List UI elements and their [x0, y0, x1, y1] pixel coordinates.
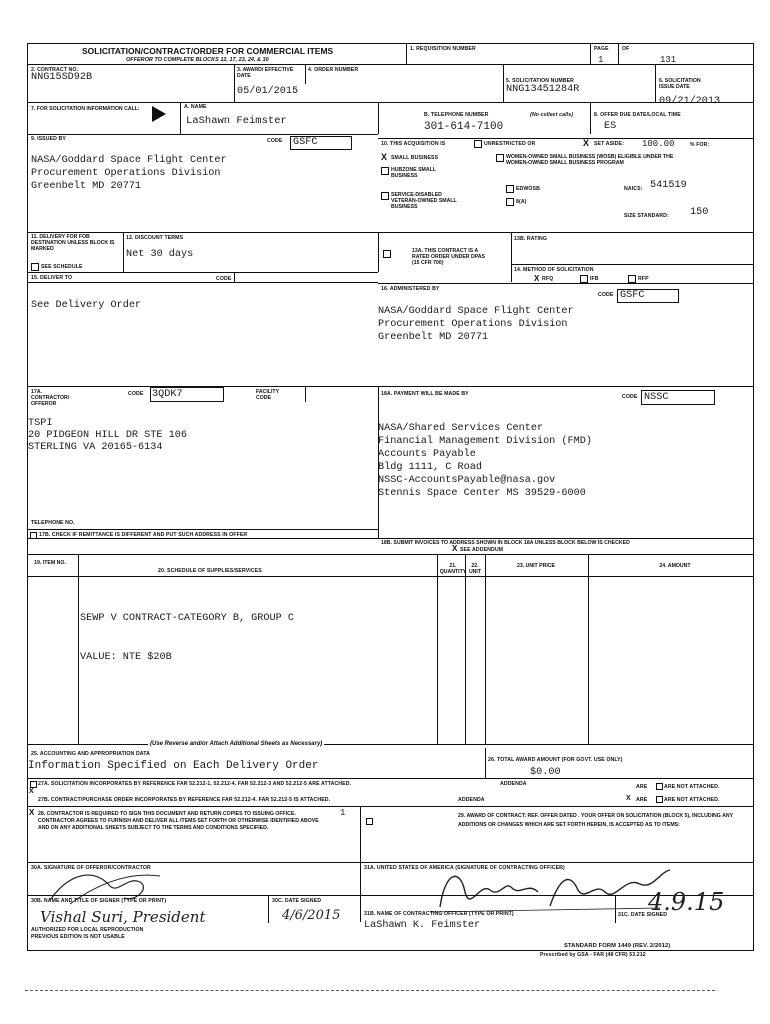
28-mark: X [29, 808, 35, 817]
hubzone-checkbox[interactable] [381, 167, 389, 175]
size-standard-label: SIZE STANDARD: [624, 213, 669, 219]
see-schedule-checkbox[interactable] [31, 263, 39, 271]
27a-checkbox[interactable] [30, 781, 37, 788]
item-no-label: 19. ITEM NO. [34, 560, 66, 566]
method-label: 14. METHOD OF SOLICITATION [514, 267, 594, 273]
solicitation-no: NNG13451284R [506, 84, 580, 95]
29-text: 29. AWARD OF CONTRACT: REF. OFFER DATED . YOUR OFFER ON SOLICITATION (BLOCK 5), INCLUDING ANY ADDITIONS OR CHANGES WHICH ARE SET FORTH HEREIN, IS ACCEPTED AS TO ITEMS: [458, 813, 733, 828]
contractor-signature [40, 862, 180, 912]
payment-line-2: Financial Management Division (FMD) [378, 436, 592, 447]
deliver-code-label: CODE [216, 276, 232, 282]
acquisition-label: 10. THIS ACQUISITION IS [381, 141, 446, 147]
award-date: 05/01/2015 [237, 86, 299, 97]
27b-label: 27B. CONTRACT/PURCHASE ORDER INCORPORATES BY REFERENCE FAR 52.212-4. FAR 52.212-5 IS ATTACHED. [38, 797, 331, 803]
schedule-line-2: VALUE: NTE $20B [80, 652, 172, 663]
wosb-label: WOMEN-OWNED SMALL BUSINESS (WOSB) ELIGIBLE UNDER THE WOMEN-OWNED SMALL BUSINESS PROGRAM [506, 154, 674, 166]
discount-label: 12. DISCOUNT TERMS [126, 235, 184, 241]
8a-checkbox[interactable] [506, 198, 514, 206]
payment-code: NSSC [644, 392, 669, 403]
unit-price-label: 23. UNIT PRICE [516, 563, 556, 569]
payment-line-6: Stennis Space Center MS 39529-6000 [378, 488, 586, 499]
sdvosb-label: SERVICE-DISABLED VETERAN-OWNED SMALL BUSINESS [391, 192, 457, 210]
31a-label: 31A. UNITED STATES OF AMERICA (SIGNATURE OF CONTRACTING OFFICER) [364, 865, 565, 871]
administered-by-label: 16. ADMINISTERED BY [381, 286, 440, 292]
payment-code-label: CODE [622, 394, 638, 400]
27a-addenda-label: ADDENDA [500, 781, 527, 787]
accounting-value: Information Specified on Each Delivery Order [28, 760, 319, 772]
admin-line-2: Procurement Operations Division [378, 319, 568, 330]
29-checkbox[interactable] [366, 818, 373, 825]
deliver-to-label: 15. DELIVER TO [31, 275, 73, 281]
addendum-mark: X [452, 544, 458, 553]
rating-label: 13B. RATING [514, 236, 547, 242]
schedule-line-1: SEWP V CONTRACT-CATEGORY B, GROUP C [80, 613, 294, 624]
contractor-date-signed: 4/6/2015 [282, 908, 341, 923]
issued-code-label: CODE [267, 138, 283, 144]
schedule-label: 20. SCHEDULE OF SUPPLIES/SERVICES [158, 568, 262, 574]
deliver-to: See Delivery Order [31, 300, 142, 311]
standard-form: STANDARD FORM 1449 (REV. 2/2012) [564, 943, 671, 949]
30b-label: 30B. NAME AND TITLE OF SIGNER (TYPE OR PRINT) [31, 898, 167, 904]
offer-due-label: 8. OFFER DUE DATE/LOCAL TIME [594, 112, 681, 118]
officer-date-signed: 4.9.15 [648, 888, 725, 916]
30c-label: 30C. DATE SIGNED [272, 898, 322, 904]
phone: 301-614-7100 [424, 121, 504, 133]
page-total: 131 [660, 55, 677, 65]
total-award-label: 26. TOTAL AWARD AMOUNT (FOR GOVT. USE ONLY) [488, 757, 623, 763]
contractor-label: 17A. CONTRACTOR/ OFFEROR [31, 389, 70, 407]
page-label: PAGE [594, 46, 609, 52]
27a-label: 27A. SOLICITATION INCORPORATES BY REFERENCE FAR 52.212-1, 52.212-4. FAR 52.212-3 AND 52.212-5 ARE ATTACHED. [38, 781, 352, 787]
issue-date: 09/21/2013 [659, 96, 721, 107]
payment-line-5: NSSC-AccountsPayable@nasa.gov [378, 475, 556, 486]
27b-addenda-label: ADDENDA [458, 797, 485, 803]
issued-by-label: 9. ISSUED BY [31, 136, 66, 142]
naics-label: NAICS: [624, 186, 643, 192]
8a-label: 8(A) [516, 199, 527, 205]
arrow-icon [150, 105, 168, 123]
contact-name: LaShawn Feimster [186, 115, 287, 127]
27a-are-not-label: ARE NOT ATTACHED. [664, 784, 720, 790]
payment-line-3: Accounts Payable [378, 449, 476, 460]
rfp-label: RFP [638, 276, 649, 282]
requisition-label: 1. REQUISITION NUMBER [410, 46, 476, 52]
remittance-label: 17B. CHECK IF REMITTANCE IS DIFFERENT AND PUT SUCH ADDRESS IN OFFER [39, 532, 248, 538]
27b-are-mark: X [626, 795, 631, 802]
discount-terms: Net 30 days [126, 249, 194, 260]
authorized-note: AUTHORIZED FOR LOCAL REPRODUCTION [31, 927, 144, 933]
offer-due: ES [604, 121, 617, 132]
previous-edition-note: PREVIOUS EDITION IS NOT USABLE [31, 934, 125, 940]
issued-code: GSFC [293, 137, 318, 148]
copies-count: 1 [340, 808, 346, 818]
contractor-line-3: STERLING VA 20165-6134 [28, 442, 163, 453]
name-label: A. NAME [184, 104, 207, 110]
contractor-line-1: TSPI [28, 418, 53, 429]
payment-line-4: Bldg 1111, C Road [378, 462, 482, 473]
phone-note: (No collect calls) [530, 112, 574, 118]
delivery-label: 11. DELIVERY FOR FOB DESTINATION UNLESS BLOCK IS MARKED [31, 234, 115, 252]
27b-are-not-checkbox[interactable] [656, 796, 663, 803]
setaside-label: SET ASIDE: [594, 141, 624, 147]
total-award: $0.00 [530, 767, 561, 778]
telephone-label: TELEPHONE NO. [31, 520, 75, 526]
submit-invoices-label: 18B. SUBMIT INVOICES TO ADDRESS SHOWN IN BLOCK 18A UNLESS BLOCK BELOW IS CHECKED [381, 540, 630, 546]
order-no-label: 4. ORDER NUMBER [308, 67, 359, 73]
28-text: 28. CONTRACTOR IS REQUIRED TO SIGN THIS DOCUMENT AND RETURN COPIES TO ISSUING OFFICE. CONTRACTOR AGREES TO FURNISH AND DELIVER ALL ITEMS SET FORTH OR OTHERWISE IDENTIFIED ABOVE AND ON ANY ADDITIONAL SHEETS SUBJECT TO THE TERMS AND CONDITIONS SPECIFIED. [38, 811, 319, 831]
rfq-label: RFQ [542, 276, 554, 282]
contractor-code-label: CODE [128, 391, 144, 397]
issue-date-label: 6. SOLICITATION ISSUE DATE [659, 78, 701, 90]
contract-no-label: 2. CONTRACT NO. [31, 67, 79, 73]
facility-code-label: FACILITY CODE [256, 389, 279, 401]
of-label: OF [622, 46, 630, 52]
amount-label: 24. AMOUNT [659, 563, 691, 569]
solicitation-no-label: 5. SOLICITATION NUMBER [506, 78, 575, 84]
27b-mark: X [29, 788, 34, 795]
admin-line-3: Greenbelt MD 20771 [378, 332, 489, 343]
payment-label: 18A. PAYMENT WILL BE MADE BY [381, 391, 469, 397]
contract-no: NNG15SD92B [31, 72, 93, 83]
form-subtitle: OFFEROR TO COMPLETE BLOCKS 12, 17, 23, 24, & 30 [126, 57, 269, 63]
27b-are-label: ARE [636, 797, 648, 803]
setaside-mark: X [583, 138, 590, 148]
ifb-label: IFB [590, 276, 599, 282]
edwosb-label: EDWOSB [516, 186, 540, 192]
rfq-mark: X [534, 274, 540, 283]
issued-line-1: NASA/Goddard Space Flight Center [31, 155, 227, 166]
bottom-rule [25, 990, 715, 991]
unrestricted-label: UNRESTRICTED OR [484, 141, 536, 147]
rated-order-label: 13A. THIS CONTRACT IS A RATED ORDER UNDER DPAS (15 CFR 700) [412, 248, 486, 266]
see-addendum-label: SEE ADDENDUM [460, 547, 504, 553]
contractor-code: 3QDK7 [152, 389, 183, 400]
naics: 541519 [650, 180, 687, 191]
quantity-label: 21. QUANTITY [439, 563, 467, 575]
31c-label: 31C. DATE SIGNED [618, 912, 668, 918]
small-business-mark: X [381, 152, 388, 162]
unrestricted-checkbox[interactable] [474, 140, 482, 148]
phone-label: B. TELEPHONE NUMBER [424, 112, 489, 118]
unit-label: 22. UNIT [468, 563, 482, 575]
prescribed-by: Prescribed by GSA - FAR (48 CFR) 53.212 [540, 952, 646, 958]
small-business-label: SMALL BUSINESS [391, 155, 439, 161]
sdvosb-checkbox[interactable] [381, 192, 389, 200]
issued-line-3: Greenbelt MD 20771 [31, 181, 142, 192]
edwosb-checkbox[interactable] [506, 185, 514, 193]
admin-code: GSFC [620, 290, 645, 301]
issued-line-2: Procurement Operations Division [31, 168, 221, 179]
reverse-note: (Use Reverse and/or Attach Additional Sheets as Necessary) [150, 741, 323, 747]
rfp-checkbox[interactable] [628, 275, 636, 283]
admin-line-1: NASA/Goddard Space Flight Center [378, 306, 574, 317]
27a-are-label: ARE [636, 784, 648, 790]
30a-label: 30A. SIGNATURE OF OFFEROR/CONTRACTOR [31, 865, 151, 871]
officer-name: LaShawn K. Feimster [364, 920, 481, 931]
wosb-checkbox[interactable] [496, 154, 504, 162]
pct-for-label: % FOR: [690, 142, 710, 148]
form-title: SOLICITATION/CONTRACT/ORDER FOR COMMERCIAL ITEMS [82, 46, 334, 56]
27a-are-not-checkbox[interactable] [656, 783, 663, 790]
see-schedule-label: SEE SCHEDULE [41, 264, 83, 270]
accounting-label: 25. ACCOUNTING AND APPROPRIATION DATA [31, 751, 150, 757]
27b-are-not-label: ARE NOT ATTACHED. [664, 797, 720, 803]
award-date-label: 3. AWARD/ EFFECTIVE DATE [237, 67, 294, 79]
solicitation-info-label: 7. FOR SOLICITATION INFORMATION CALL: [31, 106, 140, 112]
size-standard: 150 [690, 207, 709, 218]
admin-code-label: CODE [598, 292, 614, 298]
rated-order-checkbox[interactable] [383, 250, 391, 258]
contractor-line-2: 20 PIDGEON HILL DR STE 106 [28, 430, 187, 441]
31b-label: 31B. NAME OF CONTRACTING OFFICER (TYPE OR PRINT) [364, 911, 514, 917]
hubzone-label: HUBZONE SMALL BUSINESS [391, 167, 436, 179]
signer-name: Vishal Suri, President [40, 908, 206, 926]
payment-line-1: NASA/Shared Services Center [378, 423, 544, 434]
page-number: 1 [598, 55, 604, 65]
setaside-pct: 100.00 [642, 139, 675, 149]
ifb-checkbox[interactable] [580, 275, 588, 283]
